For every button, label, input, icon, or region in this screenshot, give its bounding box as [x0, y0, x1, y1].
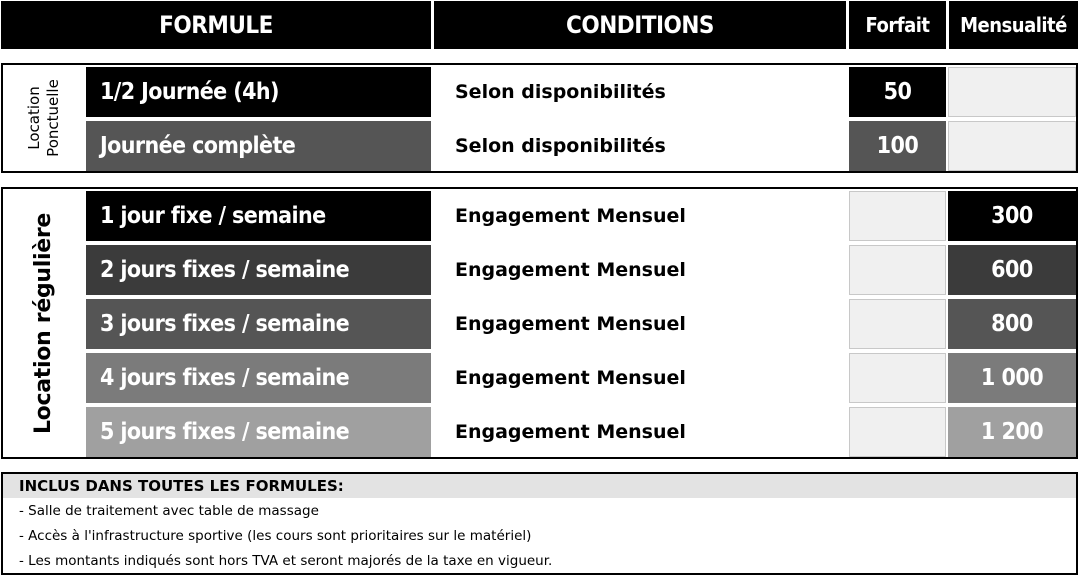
header-formule: FORMULE	[1, 1, 431, 49]
forfait-cell: 100	[849, 121, 946, 171]
section-reguliere-label-text: Location régulière	[31, 212, 57, 434]
mensualite-cell: 1 000	[948, 353, 1076, 403]
mensualite-cell: 1 200	[948, 407, 1076, 457]
conditions-cell: Selon disponibilités	[433, 121, 847, 171]
footer-box	[1, 472, 1078, 575]
formule-cell: 1 jour fixe / semaine	[86, 191, 431, 241]
formule-cell: 2 jours fixes / semaine	[86, 245, 431, 295]
forfait-cell	[849, 299, 946, 349]
conditions-cell: Selon disponibilités	[433, 67, 847, 117]
section-ponctuelle-label-line2: Ponctuelle	[44, 79, 62, 157]
mensualite-cell	[948, 121, 1076, 171]
conditions-cell: Engagement Mensuel	[433, 245, 847, 295]
header-mensualite: Mensualité	[949, 1, 1078, 49]
mensualite-cell: 300	[948, 191, 1076, 241]
conditions-cell: Engagement Mensuel	[433, 353, 847, 403]
formule-cell: 5 jours fixes / semaine	[86, 407, 431, 457]
mensualite-cell: 800	[948, 299, 1076, 349]
footer-title: INCLUS DANS TOUTES LES FORMULES:	[3, 474, 1076, 498]
formule-cell: Journée complète	[86, 121, 431, 171]
mensualite-cell: 600	[948, 245, 1076, 295]
header-forfait: Forfait	[849, 1, 946, 49]
section-ponctuelle-label-line1: Location	[25, 86, 43, 150]
footer-line: - Salle de traitement avec table de massage	[19, 502, 319, 519]
header-conditions: CONDITIONS	[434, 1, 846, 49]
conditions-cell: Engagement Mensuel	[433, 299, 847, 349]
forfait-cell: 50	[849, 67, 946, 117]
mensualite-cell	[948, 67, 1076, 117]
forfait-cell	[849, 191, 946, 241]
footer-line: - Accès à l'infrastructure sportive (les cours sont prioritaires sur le matériel)	[19, 527, 532, 544]
forfait-cell	[849, 353, 946, 403]
footer-line: - Les montants indiqués sont hors TVA et seront majorés de la taxe en vigueur.	[19, 552, 553, 569]
forfait-cell	[849, 245, 946, 295]
conditions-cell: Engagement Mensuel	[433, 191, 847, 241]
formule-cell: 3 jours fixes / semaine	[86, 299, 431, 349]
formule-cell: 1/2 Journée (4h)	[86, 67, 431, 117]
formule-cell: 4 jours fixes / semaine	[86, 353, 431, 403]
section-reguliere-label	[3, 189, 85, 457]
section-ponctuelle-label	[3, 65, 85, 171]
conditions-cell: Engagement Mensuel	[433, 407, 847, 457]
forfait-cell	[849, 407, 946, 457]
